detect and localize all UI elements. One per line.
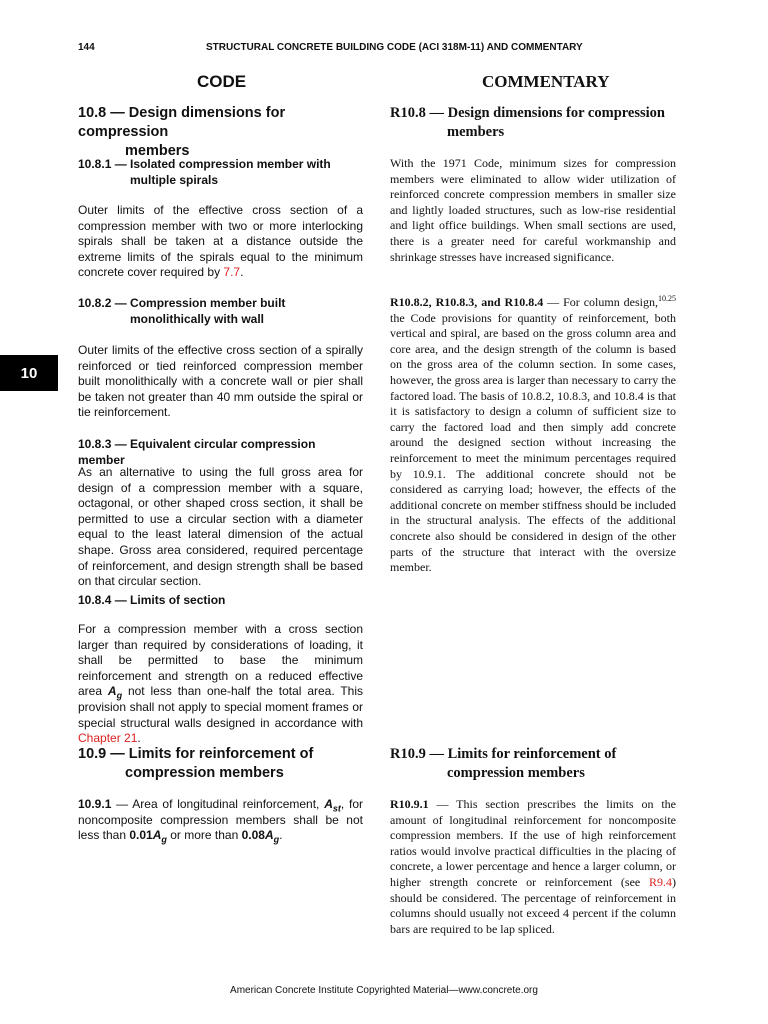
paragraph-text: ) should be considered. The percentage of reinforcement in columns should usually not exceed 4 percent if the column bars are required to be lap spliced. — [390, 874, 676, 936]
subsection-heading-line1: 10.8.1 — Isolated compression member with — [78, 157, 331, 171]
commentary-subsection-heading: R10.9.1 — [390, 797, 429, 811]
commentary-r10-9-heading — [390, 745, 676, 783]
paragraph-text: — Area of longitudinal reinforcement, — [111, 797, 325, 811]
running-title: STRUCTURAL CONCRETE BUILDING CODE (ACI 318M-11) AND COMMENTARY — [206, 42, 583, 53]
symbol-subscript-g: g — [116, 690, 123, 701]
symbol-A: A — [324, 797, 333, 811]
commentary-subsection-heading: R10.8.2, R10.8.3, and R10.8.4 — [390, 295, 544, 309]
section-10-8-2-heading — [78, 295, 363, 327]
section-title-line1: Limits for reinforcement of — [447, 746, 617, 762]
section-title-line2: compression members — [447, 765, 585, 781]
symbol-A: A — [264, 828, 274, 843]
paragraph-tail: . — [279, 828, 283, 843]
symbol-A: A — [152, 828, 162, 843]
paragraph-text: — For column design, — [543, 295, 658, 309]
section-title-line1: Design dimensions for compression — [447, 105, 665, 121]
section-10-9-1-body — [78, 797, 363, 844]
commentary-column-title: COMMENTARY — [482, 72, 610, 91]
section-10-8-2-body: Outer limits of the effective cross section of a spirally reinforced or tied reinforced compression member built monolithically with a concrete wall or pier shall be taken not greater than 40 mm outside the spiral or tie reinforcement. — [78, 343, 363, 420]
symbol-A: A — [107, 684, 117, 699]
paragraph-tail: . — [240, 265, 244, 280]
section-title-line2: members — [125, 143, 190, 159]
cross-reference-link[interactable]: 7.7 — [223, 265, 241, 280]
section-title-line2: members — [447, 124, 505, 140]
section-10-8-heading — [78, 104, 363, 161]
section-number: R10.9 — — [390, 746, 444, 762]
max-ratio: 0.08 — [241, 828, 265, 843]
page-number: 144 — [78, 42, 95, 53]
commentary-r10-8-heading — [390, 104, 676, 142]
chapter-tab: 10 — [0, 355, 58, 391]
paragraph-text: Outer limits of the effective cross section of a compression member with two or more interlocking spirals shall be taken at a distance outside the extreme limits of the spirals equal to the minimum concrete cover required by — [78, 203, 363, 280]
section-10-8-1-heading — [78, 156, 363, 188]
section-10-8-1-body — [78, 203, 363, 281]
paragraph-tail: . — [137, 731, 141, 746]
section-10-8-4-body — [78, 622, 363, 747]
section-title-line1: Design dimensions for compression — [78, 105, 286, 140]
section-10-8-3-body: As an alternative to using the full gross area for design of a compression member with a square, octagonal, or other shaped cross section, it shall be permitted to use a circular section with a diameter equal to the least lateral dimension of the actual shape. Gross area considered, required percentage of reinforcement, and design strength shall be based on that circular section. — [78, 465, 363, 589]
section-title-line1: Limits for reinforcement of — [128, 746, 314, 762]
commentary-r10-8-2-body — [390, 295, 676, 576]
section-number: 10.8 — — [78, 105, 125, 121]
subsection-heading-line2: multiple spirals — [130, 173, 219, 187]
section-number: 10.9 — — [78, 746, 125, 762]
paragraph-text: — This section prescribes the limits on the amount of longitudinal reinforcement for noncomposite compression members. If the use of high reinforcement ratios would involve practical difficulties in the placing of concrete, a lower percentage and hence a larger column, or higher strength concrete or reinforcement (see — [390, 797, 676, 889]
cross-reference-link[interactable]: R9.4 — [648, 874, 672, 889]
paragraph-text: or more than — [166, 828, 242, 843]
paragraph-text: the Code provisions for quantity of reinforcement, both vertical and spiral, are based on the gross column area and core area, and the design strength of the column is based on the gross area of the column section. In some cases, however, the gross area is larger than necessary to carry the factored load. The basis of 10.8.2, 10.8.3, and 10.8.4 is that it is satisfactory to design a column of sufficient size to carry the factored load and then simply add concrete around the designed section without increasing the reinforcement to meet the minimum percentages required by 10.9.1. The additional concrete should not be considered as carrying load; however, the effects of the additional concrete on member stiffness should be included in the structural analysis. The effects of the additional concrete also should be considered in design of the other parts of the structure that interact with the oversize member. — [390, 310, 676, 575]
section-10-9-heading — [78, 745, 363, 783]
subsection-number: 10.9.1 — [78, 797, 112, 811]
section-title-line2: compression members — [125, 765, 284, 781]
paragraph-text: , for noncomposite compression members shall be not less than — [78, 797, 363, 843]
code-column-title: CODE — [197, 72, 247, 91]
reference-superscript: 10.25 — [658, 294, 676, 303]
symbol-subscript-g: g — [273, 834, 280, 845]
symbol-subscript-st: st — [332, 803, 341, 814]
symbol-subscript-g: g — [161, 834, 167, 845]
subsection-heading-line1: 10.8.2 — Compression member built — [78, 296, 286, 310]
paragraph-text: For a compression member with a cross section larger than required by considerations of loading, it shall be permitted to base the minimum reinforcement and strength on a reduced effective area — [78, 622, 363, 699]
section-number: R10.8 — — [390, 105, 444, 121]
section-10-8-4-heading: 10.8.4 — Limits of section — [78, 593, 226, 607]
copyright-footer: American Concrete Institute Copyrighted Material—www.concrete.org — [230, 985, 538, 996]
cross-reference-link[interactable]: Chapter 21 — [78, 731, 138, 746]
commentary-r10-8-body: With the 1971 Code, minimum sizes for compression members were eliminated to allow wider utilization of reinforced concrete compression members in smaller size and lightly loaded structures, such as low-rise residential and light office buildings. When small sections are used, there is a greater need for careful workmanship and shrinkage stresses have increased significance. — [390, 156, 676, 264]
min-ratio: 0.01 — [129, 828, 153, 843]
section-10-8-3-heading: 10.8.3 — Equivalent circular compression member — [78, 437, 316, 467]
paragraph-text: not less than one-half the total area. This provision shall not apply to special moment frames or special structural walls designed in accordance with — [78, 684, 363, 730]
commentary-r10-9-1-body — [390, 797, 676, 937]
subsection-heading-line2: monolithically with wall — [130, 312, 265, 326]
